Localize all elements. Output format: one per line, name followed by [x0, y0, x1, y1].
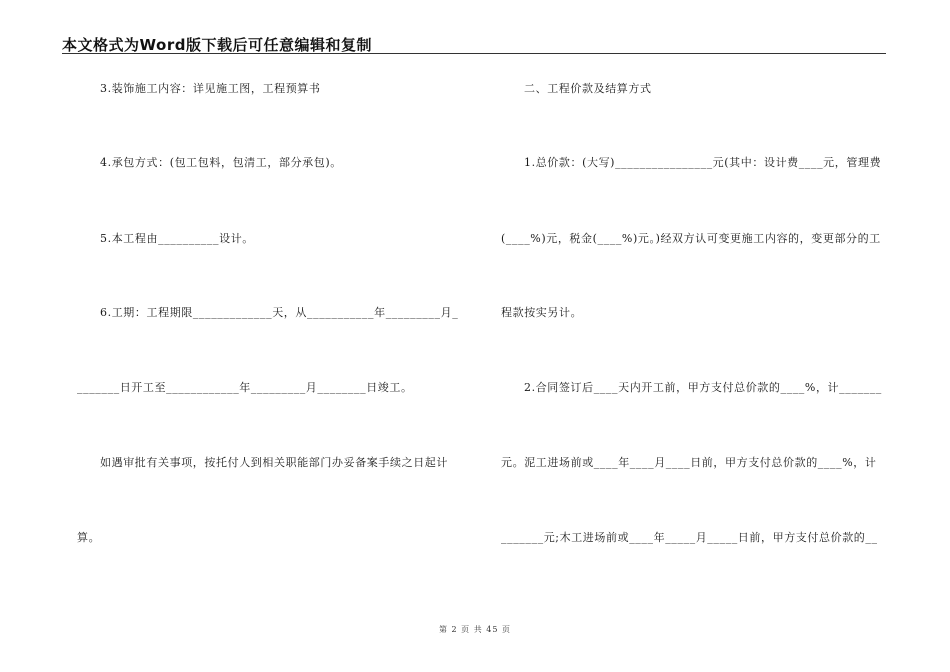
- right-line-tax: (____%)元，税金(____%)元。)经双方认可变更施工内容的，变更部分的工: [501, 232, 881, 245]
- right-line-carpenter-payment: _______元;木工进场前或____年_____月_____日前，甲方支付总价款的__: [501, 531, 878, 544]
- right-line-total-price: 1.总价款：(大写)________________元(其中：设计费____元，管理费: [524, 156, 882, 169]
- right-line-first-payment: 2.合同签订后____天内开工前，甲方支付总价款的____%，计_______: [524, 381, 882, 394]
- document-header-title: 本文格式为Word版下载后可任意编辑和复制: [62, 36, 372, 54]
- left-line-completion-date: _______日开工至____________年_________月________日竣工。: [77, 381, 413, 394]
- left-line-duration: 6.工期：工程期限_____________天，从___________年_________月_: [100, 306, 459, 319]
- left-line-contract-type: 4.承包方式：(包工包料，包清工，部分承包)。: [100, 156, 342, 169]
- left-line-approval-note: 如遇审批有关事项，按托付人到相关职能部门办妥备案手续之日起计: [100, 456, 448, 469]
- left-line-decoration-content: 3.装饰施工内容：详见施工图，工程预算书: [100, 82, 321, 95]
- page-number: 第 2 页 共 45 页: [439, 625, 511, 634]
- right-line-section-heading: 二、工程价款及结算方式: [524, 82, 652, 95]
- left-line-approval-note-end: 算。: [77, 531, 101, 544]
- header-divider: [62, 53, 886, 54]
- right-line-settlement: 程款按实另计。: [501, 306, 583, 319]
- right-line-mason-payment: 元。泥工进场前或____年____月____日前，甲方支付总价款的____%，计: [501, 456, 877, 469]
- left-line-designer: 5.本工程由__________设计。: [100, 232, 254, 245]
